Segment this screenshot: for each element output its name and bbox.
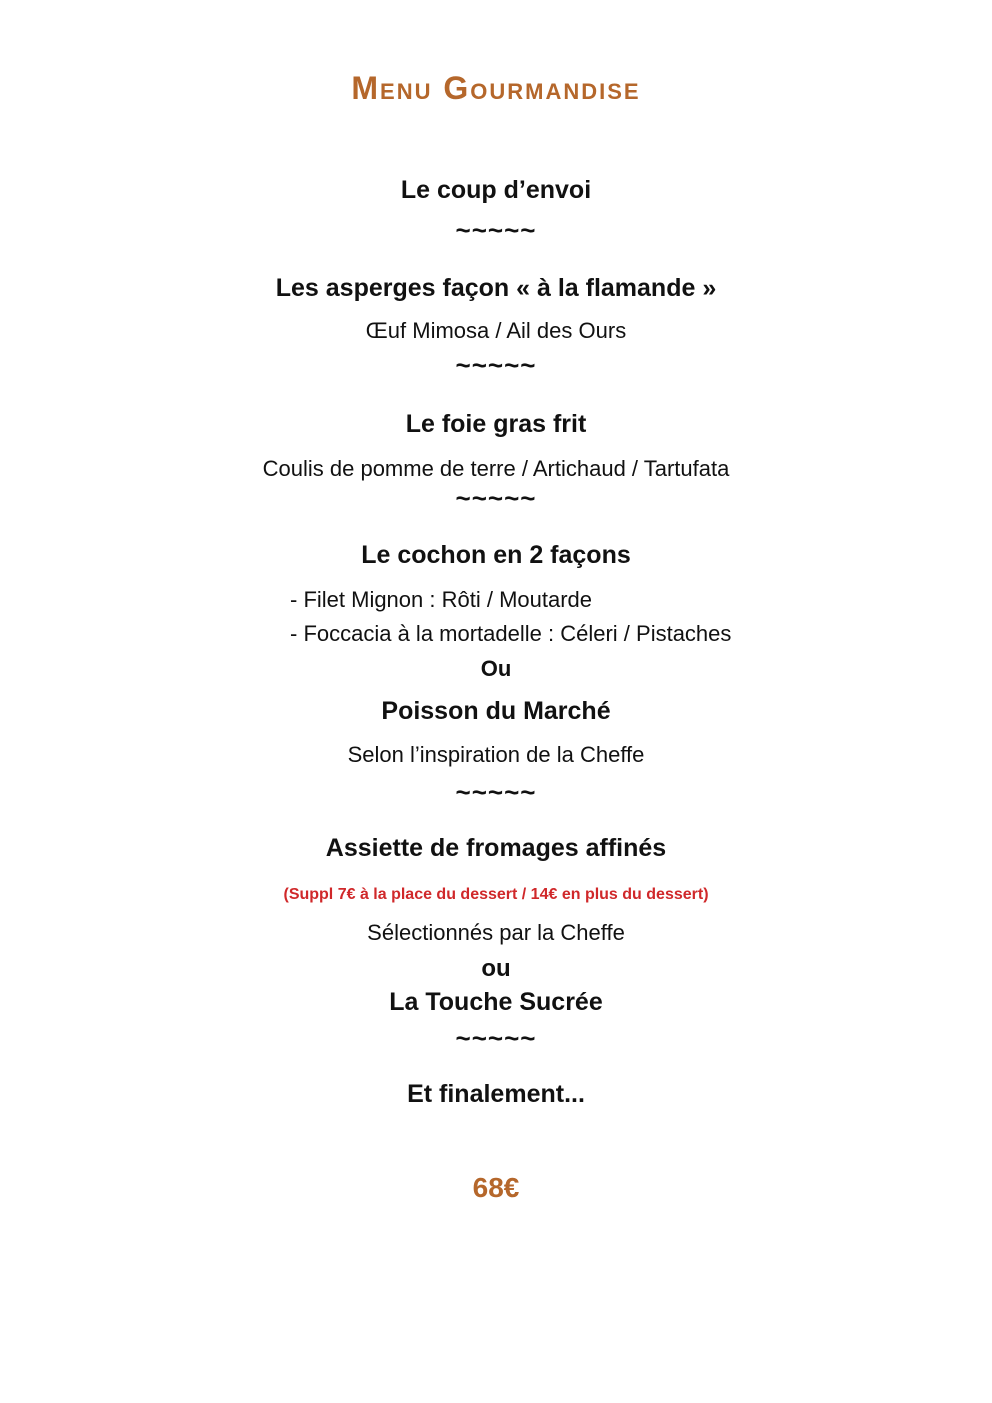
course-poisson-desc: Selon l’inspiration de la Cheffe	[347, 742, 645, 767]
separator: ~~~~~	[455, 1023, 537, 1053]
or-connector: ou	[481, 955, 511, 982]
or-connector: Ou	[480, 656, 512, 681]
supplement-note: (Suppl 7€ à la place du dessert / 14€ en plus du dessert)	[283, 886, 709, 903]
course-cochon-item-2: - Foccacia à la mortadelle : Céleri / Pistaches	[290, 621, 732, 646]
course-final-title: Et finalement...	[407, 1080, 585, 1108]
course-fromages-title: Assiette de fromages affinés	[325, 834, 667, 862]
course-fromages-desc: Sélectionnés par la Cheffe	[367, 920, 625, 945]
course-asperges-desc: Œuf Mimosa / Ail des Ours	[365, 318, 627, 343]
course-foie-title: Le foie gras frit	[405, 410, 587, 438]
separator: ~~~~~	[455, 777, 537, 807]
menu-price: 68€	[472, 1172, 520, 1203]
course-envoi-title: Le coup d’envoi	[400, 176, 592, 204]
course-cochon-title: Le cochon en 2 façons	[361, 541, 631, 569]
course-poisson-title: Poisson du Marché	[381, 697, 611, 725]
separator: ~~~~~	[455, 483, 537, 513]
separator: ~~~~~	[455, 215, 537, 245]
course-cochon-item-1: - Filet Mignon : Rôti / Moutarde	[290, 587, 593, 612]
course-asperges-title: Les asperges façon « à la flamande »	[275, 274, 717, 302]
separator: ~~~~~	[455, 350, 537, 380]
course-sucree-title: La Touche Sucrée	[389, 988, 603, 1016]
menu-title: Menu Gourmandise	[351, 70, 641, 106]
course-foie-desc: Coulis de pomme de terre / Artichaud / Tartufata	[262, 456, 730, 481]
